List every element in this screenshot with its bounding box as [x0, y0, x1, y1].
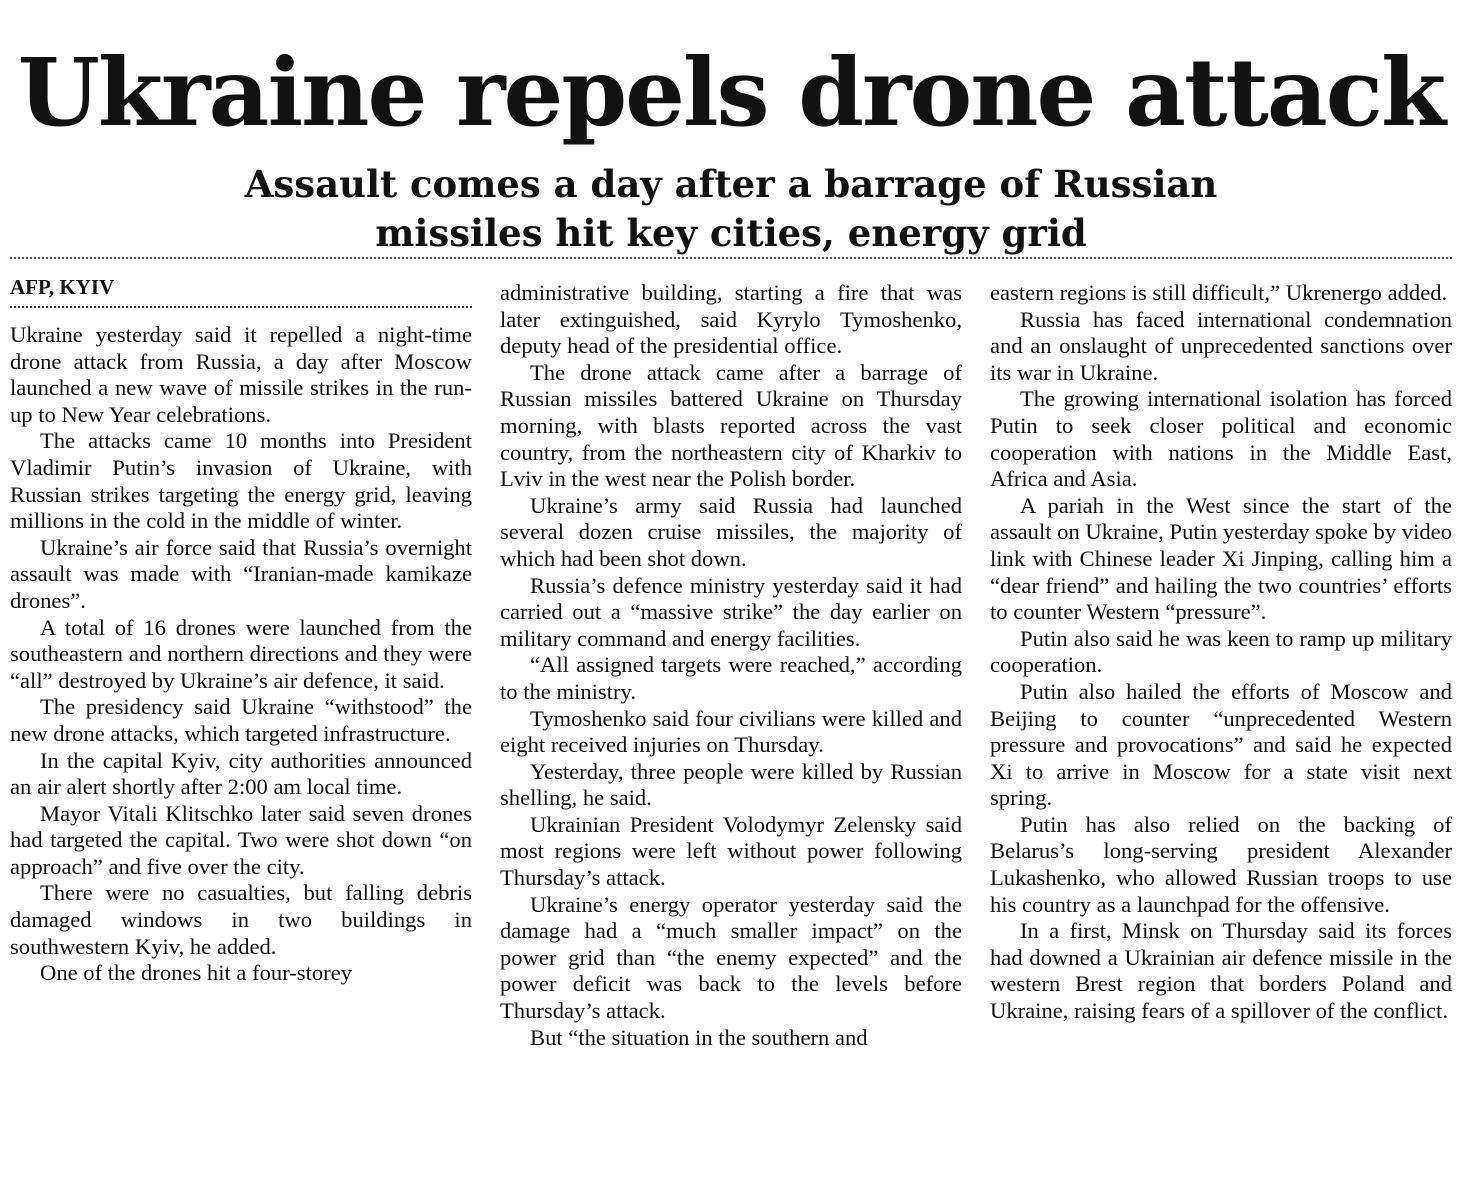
paragraph: Russia’s defence ministry yesterday said it had carried out a “massive strike” the day earlier on military command and energy facilities.	[500, 572, 962, 651]
paragraph: One of the drones hit a four-storey	[40, 960, 352, 986]
paragraph: But “the situation in the southern and	[530, 1024, 868, 1050]
paragraph: Putin has also relied on the backing of Belarus’s long-serving president Alexander Lukashenko, who allowed Russian troops to use his country as a launchpad for the offensive.	[990, 811, 1452, 917]
paragraph: Ukrainian President Volodymyr Zelensky said most regions were left without power following Thursday’s attack.	[500, 811, 962, 891]
paragraph: A total of 16 drones were launched from the southeastern and northern directions and they were “all” destroyed by Ukraine’s air defence, it said.	[10, 614, 472, 693]
byline-divider	[10, 306, 472, 308]
paragraph: Ukraine’s air force said that Russia’s overnight assault was made with “Iranian-made kamikaze drones”.	[10, 534, 472, 613]
paragraph: Ukraine’s energy operator yesterday said the damage had a “much smaller impact” on the power grid than “the enemy expected” and the power deficit was back to the levels before Thursday’s attack.	[500, 891, 962, 1024]
byline: AFP, KYIV	[10, 275, 115, 299]
paragraph: administrative building, starting a fire that was later extinguished, said Kyrylo Tymoshenko, deputy head of the presidential office.	[500, 280, 962, 359]
paragraph: Putin also said he was keen to ramp up military cooperation.	[990, 625, 1452, 678]
article-column-3	[990, 280, 1452, 1025]
paragraph: The drone attack came after a barrage of Russian missiles battered Ukraine on Thursday morning, with blasts reported across the vast country, from the northeastern city of Kharkiv to Lviv in the west near the Polish border.	[500, 359, 962, 492]
paragraph: In the capital Kyiv, city authorities announced an air alert shortly after 2:00 am local time.	[10, 747, 472, 800]
header-divider	[10, 257, 1452, 259]
paragraph: Putin also hailed the efforts of Moscow and Beijing to counter “unprecedented Western pressure and provocations” and said he expected Xi to arrive in Moscow for a state visit next spring.	[990, 678, 1452, 811]
subheadline-line-2: missiles hit key cities, energy grid	[375, 211, 1087, 255]
paragraph: There were no casualties, but falling debris damaged windows in two buildings in southwestern Kyiv, he added.	[10, 880, 472, 959]
subheadline-line-1: Assault comes a day after a barrage of Russian	[244, 162, 1218, 206]
paragraph: In a first, Minsk on Thursday said its forces had downed a Ukrainian air defence missile in the western Brest region that borders Poland and Ukraine, raising fears of a spillover of the conflict.	[990, 918, 1452, 1024]
paragraph: The presidency said Ukraine “withstood” the new drone attacks, which targeted infrastructure.	[10, 694, 472, 746]
paragraph: Mayor Vitali Klitschko later said seven drones had targeted the capital. Two were shot down “on approach” and five over the city.	[10, 800, 472, 879]
paragraph: eastern regions is still difficult,” Ukrenergo added.	[990, 280, 1448, 305]
paragraph: The growing international isolation has forced Putin to seek closer political and economic cooperation with nations in the Middle East, Africa and Asia.	[990, 386, 1452, 492]
article-column-2	[500, 280, 962, 1051]
paragraph: A pariah in the West since the start of the assault on Ukraine, Putin yesterday spoke by video link with Chinese leader Xi Jinping, calling him a “dear friend” and hailing the two countries’ efforts to counter Western “pressure”.	[990, 492, 1452, 625]
paragraph: Tymoshenko said four civilians were killed and eight received injuries on Thursday.	[500, 705, 962, 758]
paragraph: Ukraine yesterday said it repelled a night-time drone attack from Russia, a day after Moscow launched a new wave of missile strikes in the run-up to New Year celebrations.	[10, 322, 472, 427]
article-column-1	[10, 274, 472, 987]
headline: Ukraine repels drone attack	[17, 38, 1445, 148]
paragraph: Ukraine’s army said Russia had launched several dozen cruise missiles, the majority of which had been shot down.	[500, 492, 962, 571]
paragraph: The attacks came 10 months into President Vladimir Putin’s invasion of Ukraine, with Russian strikes targeting the energy grid, leaving millions in the cold in the middle of winter.	[10, 428, 472, 534]
paragraph: Yesterday, three people were killed by Russian shelling, he said.	[500, 758, 962, 811]
paragraph: “All assigned targets were reached,” according to the ministry.	[500, 652, 962, 704]
paragraph: Russia has faced international condemnation and an onslaught of unprecedented sanctions over its war in Ukraine.	[990, 306, 1452, 385]
subheadline	[0, 160, 1462, 258]
